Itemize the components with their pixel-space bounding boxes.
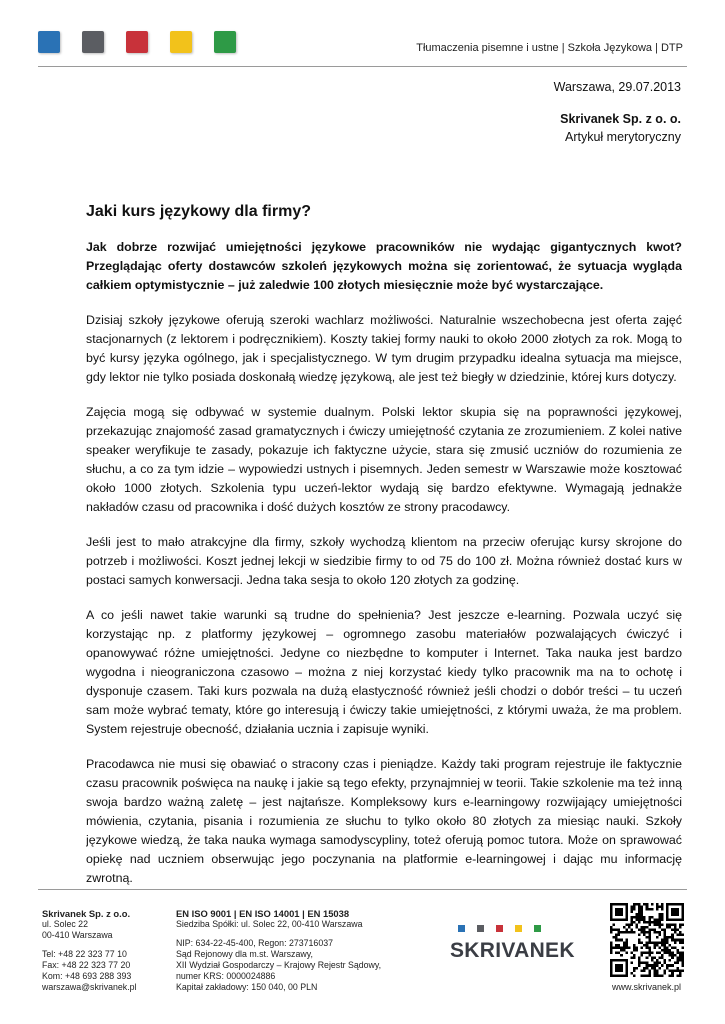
- footer-krs: numer KRS: 0000024886: [176, 971, 276, 981]
- footer-brand-logo: [450, 925, 580, 963]
- footer-capital: Kapitał zakładowy: 150 040, 00 PLN: [176, 982, 318, 992]
- footer-mobile: Kom: +48 693 288 393: [42, 971, 132, 981]
- logo-square-gray: [82, 31, 104, 53]
- brand-square-yellow: [515, 925, 522, 932]
- footer-legal: [176, 908, 426, 993]
- footer-contact: [42, 908, 167, 993]
- article-paragraph: A co jeśli nawet takie warunki są trudne do spełnienia? Jest jeszcze e-learning. Pozwala uczyć się korzystając np. z platformy językowej – ogromnego zasobu materiałów pozwalających ćwiczyć i opanowywać różne umiejętności. Jedyne co niezbędne to komputer i Internet. Taka nauka jest bardzo wygodna i nieograniczona czasowo – można z niej korzystać kiedy tylko pracownik ma na to ochotę i dysponuje czasem. Taki kurs pozwala na dużą elastyczność również jeśli chodzi o dobór treści – tu uczeń sam może wybrać tematy, które go interesują i ćwiczy takie umiejętności, z którymi uważa, że ma problem. System rejestruje obecność, działania ucznia i zapisuje wyniki.: [86, 608, 682, 736]
- footer-divider: [38, 889, 687, 890]
- article-paragraph: Jeśli jest to mało atrakcyjne dla firmy, szkoły wychodzą klientom na przeciw oferując kursy skrojone do potrzeb i możliwości. Koszt jednej lekcji w siedzibie firmy to od 75 do 100 zł. Można również dostać kurs w postaci samych konwersacji. Jedna taka sesja to około 120 złotych za godzinę.: [86, 535, 682, 587]
- brand-square-gray: [477, 925, 484, 932]
- article-title: Jaki kurs językowy dla firmy?: [86, 203, 311, 220]
- logo-square-red: [126, 31, 148, 53]
- header-divider: [38, 66, 687, 67]
- footer-court-2: XII Wydział Gospodarczy – Krajowy Rejestr Sądowy,: [176, 960, 382, 970]
- footer-email[interactable]: warszawa@skrivanek.pl: [42, 982, 137, 992]
- footer-nip: NIP: 634-22-45-400, Regon: 273716037: [176, 938, 333, 948]
- document-company: Skrivanek Sp. z o. o.: [560, 112, 681, 126]
- article-body: [86, 202, 682, 888]
- footer-company-name: Skrivanek Sp. z o.o.: [42, 908, 131, 919]
- header-logo-squares: [38, 31, 236, 53]
- footer-street: ul. Solec 22: [42, 919, 88, 929]
- footer-website-link[interactable]: www.skrivanek.pl: [611, 982, 681, 992]
- article-paragraph: Pracodawca nie musi się obawiać o stracony czas i pieniądze. Każdy taki program rejestruje ile faktycznie czasu pracownik poświęca na naukę i jakie są tego efekty, przynajmniej w teorii. Takie szkolenie ma też inną swoja bardzo ważną zaletę – jest najtańsze. Kompleksowy kurs e-learningowy rozwijający umiejętności mówienia, czytania, pisania i rozumienia ze słuchu to tylko około 80 złotych za miesiąc nauki. Szkoły językowe wiedzą, że taka nauka wymaga samodyscypliny, toteż oferują pomoc tutora. Może on sprawować opiekę nad uczniem obserwując jego poczynania na platformie e-learningowej i dając mu informację zwrotną.: [86, 757, 682, 885]
- footer-city: 00-410 Warszawa: [42, 930, 113, 940]
- article-paragraph: Dzisiaj szkoły językowe oferują szeroki wachlarz możliwości. Naturalnie wszechobecna jest oferta zajęć stacjonarnych (z lektorem i podręcznikiem). Koszty takiej formy nauki to około 2000 złotych za rok. Mogą to być kursy języka ogólnego, jak i specjalistycznego. W tym drugim przypadku idealna sytuacja ma miejsce, gdy lektor nie tylko posiada doskonałą wiedzę językową, ale jest też biegły w dziedzinie, której kurs dotyczy.: [86, 313, 682, 384]
- brand-name: SKRIVANEK: [450, 939, 575, 962]
- footer-fax: Fax: +48 22 323 77 20: [42, 960, 131, 970]
- brand-squares: [458, 925, 580, 932]
- footer-seat: Siedziba Spółki: ul. Solec 22, 00-410 Warszawa: [176, 919, 363, 929]
- document-date: Warszawa, 29.07.2013: [553, 80, 681, 94]
- logo-square-green: [214, 31, 236, 53]
- qr-code-icon: [610, 903, 684, 977]
- header-tagline: Tłumaczenia pisemne i ustne | Szkoła Językowa | DTP: [416, 42, 683, 54]
- article-paragraph: Zajęcia mogą się odbywać w systemie dualnym. Polski lektor skupia się na poprawności językowej, przekazując znajomość zasad gramatycznych i ćwiczy umiejętność czytania ze zrozumieniem. Z kolei native speaker weryfikuje te zasady, pokazuje ich faktyczne użycie, stara się zmusić uczniów do rozumienia ze słuchu, a co za tym idzie – wypowiedzi ustnych i pisemnych. Jeden semestr w Warszawie może kosztować około 1000 złotych. Szkolenia typu uczeń-lektor wydają się bardzo efektywne. Wymagają jednakże nakładów czasu od pracownika i dość dużych kosztów ze strony pracodawcy.: [86, 405, 682, 514]
- logo-square-yellow: [170, 31, 192, 53]
- document-type: Artykuł merytoryczny: [565, 130, 681, 144]
- logo-square-blue: [38, 31, 60, 53]
- footer-court-1: Sąd Rejonowy dla m.st. Warszawy,: [176, 949, 313, 959]
- brand-square-red: [496, 925, 503, 932]
- article-lead: Jak dobrze rozwijać umiejętności językowe pracowników nie wydając gigantycznych kwot? Przeglądając oferty dostawców szkoleń językowych można się zorientować, że sytuacja wygląda całkiem optymistycznie – już zaledwie 100 złotych miesięcznie może być wystarczające.: [86, 240, 682, 292]
- footer-iso: EN ISO 9001 | EN ISO 14001 | EN 15038: [176, 908, 350, 919]
- brand-square-blue: [458, 925, 465, 932]
- brand-square-green: [534, 925, 541, 932]
- footer-tel: Tel: +48 22 323 77 10: [42, 949, 127, 959]
